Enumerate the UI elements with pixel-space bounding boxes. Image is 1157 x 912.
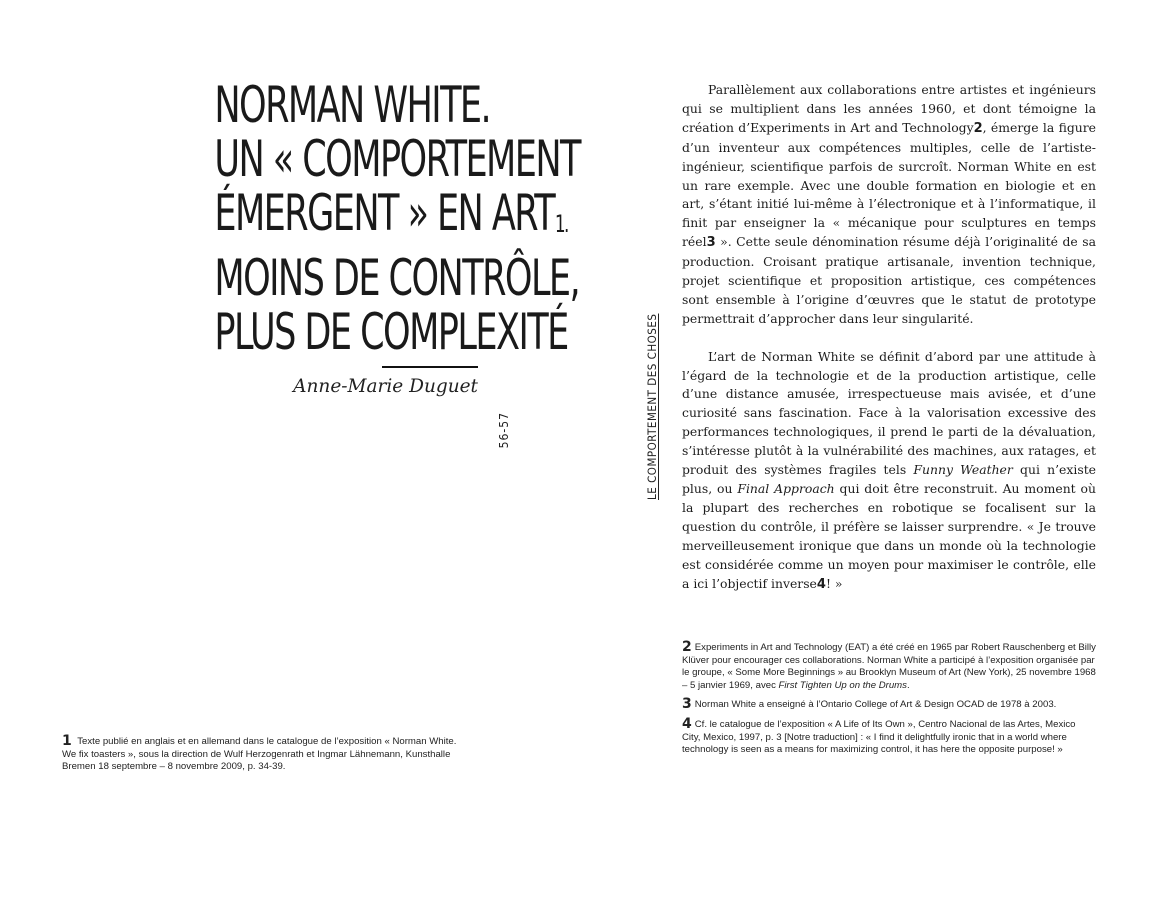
footnote-1 [62,735,462,774]
paragraph-2-part-d: ! » [825,575,843,591]
paragraph-2-part-a: L’art de Norman White se définit d’abord par une attitude à l’égard de la technologie et de la production artistique, celle d’une distance amusée, irrespectueuse mais avisée, et d’une curiosité sans fascination. Face à la valorisation excessive des performances technologiques, il prend le parti de la dévaluation, s’intéresse plutôt à la vulnérabilité des machines, aux ratages, et produit des systèmes fragiles tels [682,348,1096,478]
title-line-2: UN « COMPORTEMENT [214,130,580,188]
title-footnote-marker: 1. [554,210,568,238]
paragraph-2-part-b: qui n’existe plus, ou [682,462,1096,497]
work-title-final-approach: Final Approach [737,481,835,497]
paragraph-1-part-a: Parallèlement aux collaborations entre artistes et ingénieurs qui se multiplient dans les années 1960, et dont témoigne la création d’Experiments in Art and Technology [682,82,1096,135]
paragraph-1 [682,81,1096,329]
footnote-number: 4 [682,715,692,732]
footnote-text: Experiments in Art and Technology (EAT) a été créé en 1965 par Robert Rauschenberg et Billy Klüver pour encourager ces collaborations. Norman White a participé à l’exposition organisée par le groupe, « Some More Beginnings » au Brooklyn Museum of Art (New York), 25 novembre 1968 – 5 janvier 1969, avec [682,642,1096,691]
note-reference-3: 3 [706,235,716,251]
paragraph-2-part-c: qui doit être reconstruit. Au moment où la plupart des recherches en robotique se focalisent sur la question du contrôle, il préfère se laisser surprendre. « Je trouve merveilleusement ironique que dans un monde où la technologie est considérée comme un moyen pour maximiser le contrôle, elle a ici l’objectif inverse [682,481,1096,591]
page-numbers: 56-57 [497,412,511,449]
running-head: LE COMPORTEMENT DES CHOSES [645,313,659,500]
footnote-2 [682,641,1096,692]
footnote-italic-title: First Tighten Up on the Drums [778,679,907,691]
title-line-4: MOINS DE CONTRÔLE, [214,249,580,307]
footnote-text: Norman White a enseigné à l’Ontario College of Art & Design OCAD de 1978 à 2003. [694,699,1057,711]
note-reference-4: 4 [816,576,826,592]
title-line-5: PLUS DE COMPLEXITÉ [214,303,568,361]
footnote-number: 2 [682,639,692,655]
footnotes-right [682,641,1096,763]
footnote-number: 3 [682,696,692,713]
title-line-3-wrap [214,184,568,251]
title-line-3: ÉMERGENT » EN ART [214,184,555,242]
footnote-3 [682,698,1096,712]
footnote-text: Cf. le catalogue de l’exposition « A Life of Its Own », Centro Nacional de las Artes, Mexico City, Mexico, 1997, p. 3 [Notre traduction] : « I find it delightfully ironic that in a world where technology is seen as a means for maximizing control, it has here the opposite purpose! » [682,718,1076,756]
title-line-1: NORMAN WHITE. [214,76,491,134]
paragraph-2 [682,348,1096,595]
paragraph-1-part-b: , émerge la figure d’un inventeur aux compétences multiples, celle de l’artiste-ingénieur, scientifique parfois de surcroît. Norman White en est un rare exemple. Avec une double formation en biologie et en art, s’étant initié lui-même à l’électronique et à l’informatique, il finit par enseigner la « mécanique pour sculptures en temps réel [682,119,1096,250]
title-underline-rule [382,366,478,368]
work-title-funny-weather: Funny Weather [913,462,1013,478]
footnote-number: 1 [62,733,72,749]
body-text [682,81,1096,594]
footnote-text: Texte publié en anglais et en allemand dans le catalogue de l’exposition « Norman White. We fix toasters », sous la direction de Wulf Herzogenrath et Ingmar Lähnemann, Kunsthalle Bremen 18 septembre – 8 novembre 2009, p. 34-39. [62,736,457,773]
footnote-text-end: . [906,679,910,691]
footnote-4 [682,715,1096,757]
paragraph-1-part-c: ». Cette seule dénomination résume déjà l’originalité de sa production. Croisant pratique artisanale, invention technique, projet scientifique et proposition artistique, ces compétences sont ensemble à l’origine d’œuvres que le statut de prototype permettrait d’approcher dans leur singularité. [682,234,1096,326]
author-name: Anne-Marie Duguet [293,376,478,397]
article-title [140,76,580,361]
note-reference-2: 2 [973,120,983,136]
